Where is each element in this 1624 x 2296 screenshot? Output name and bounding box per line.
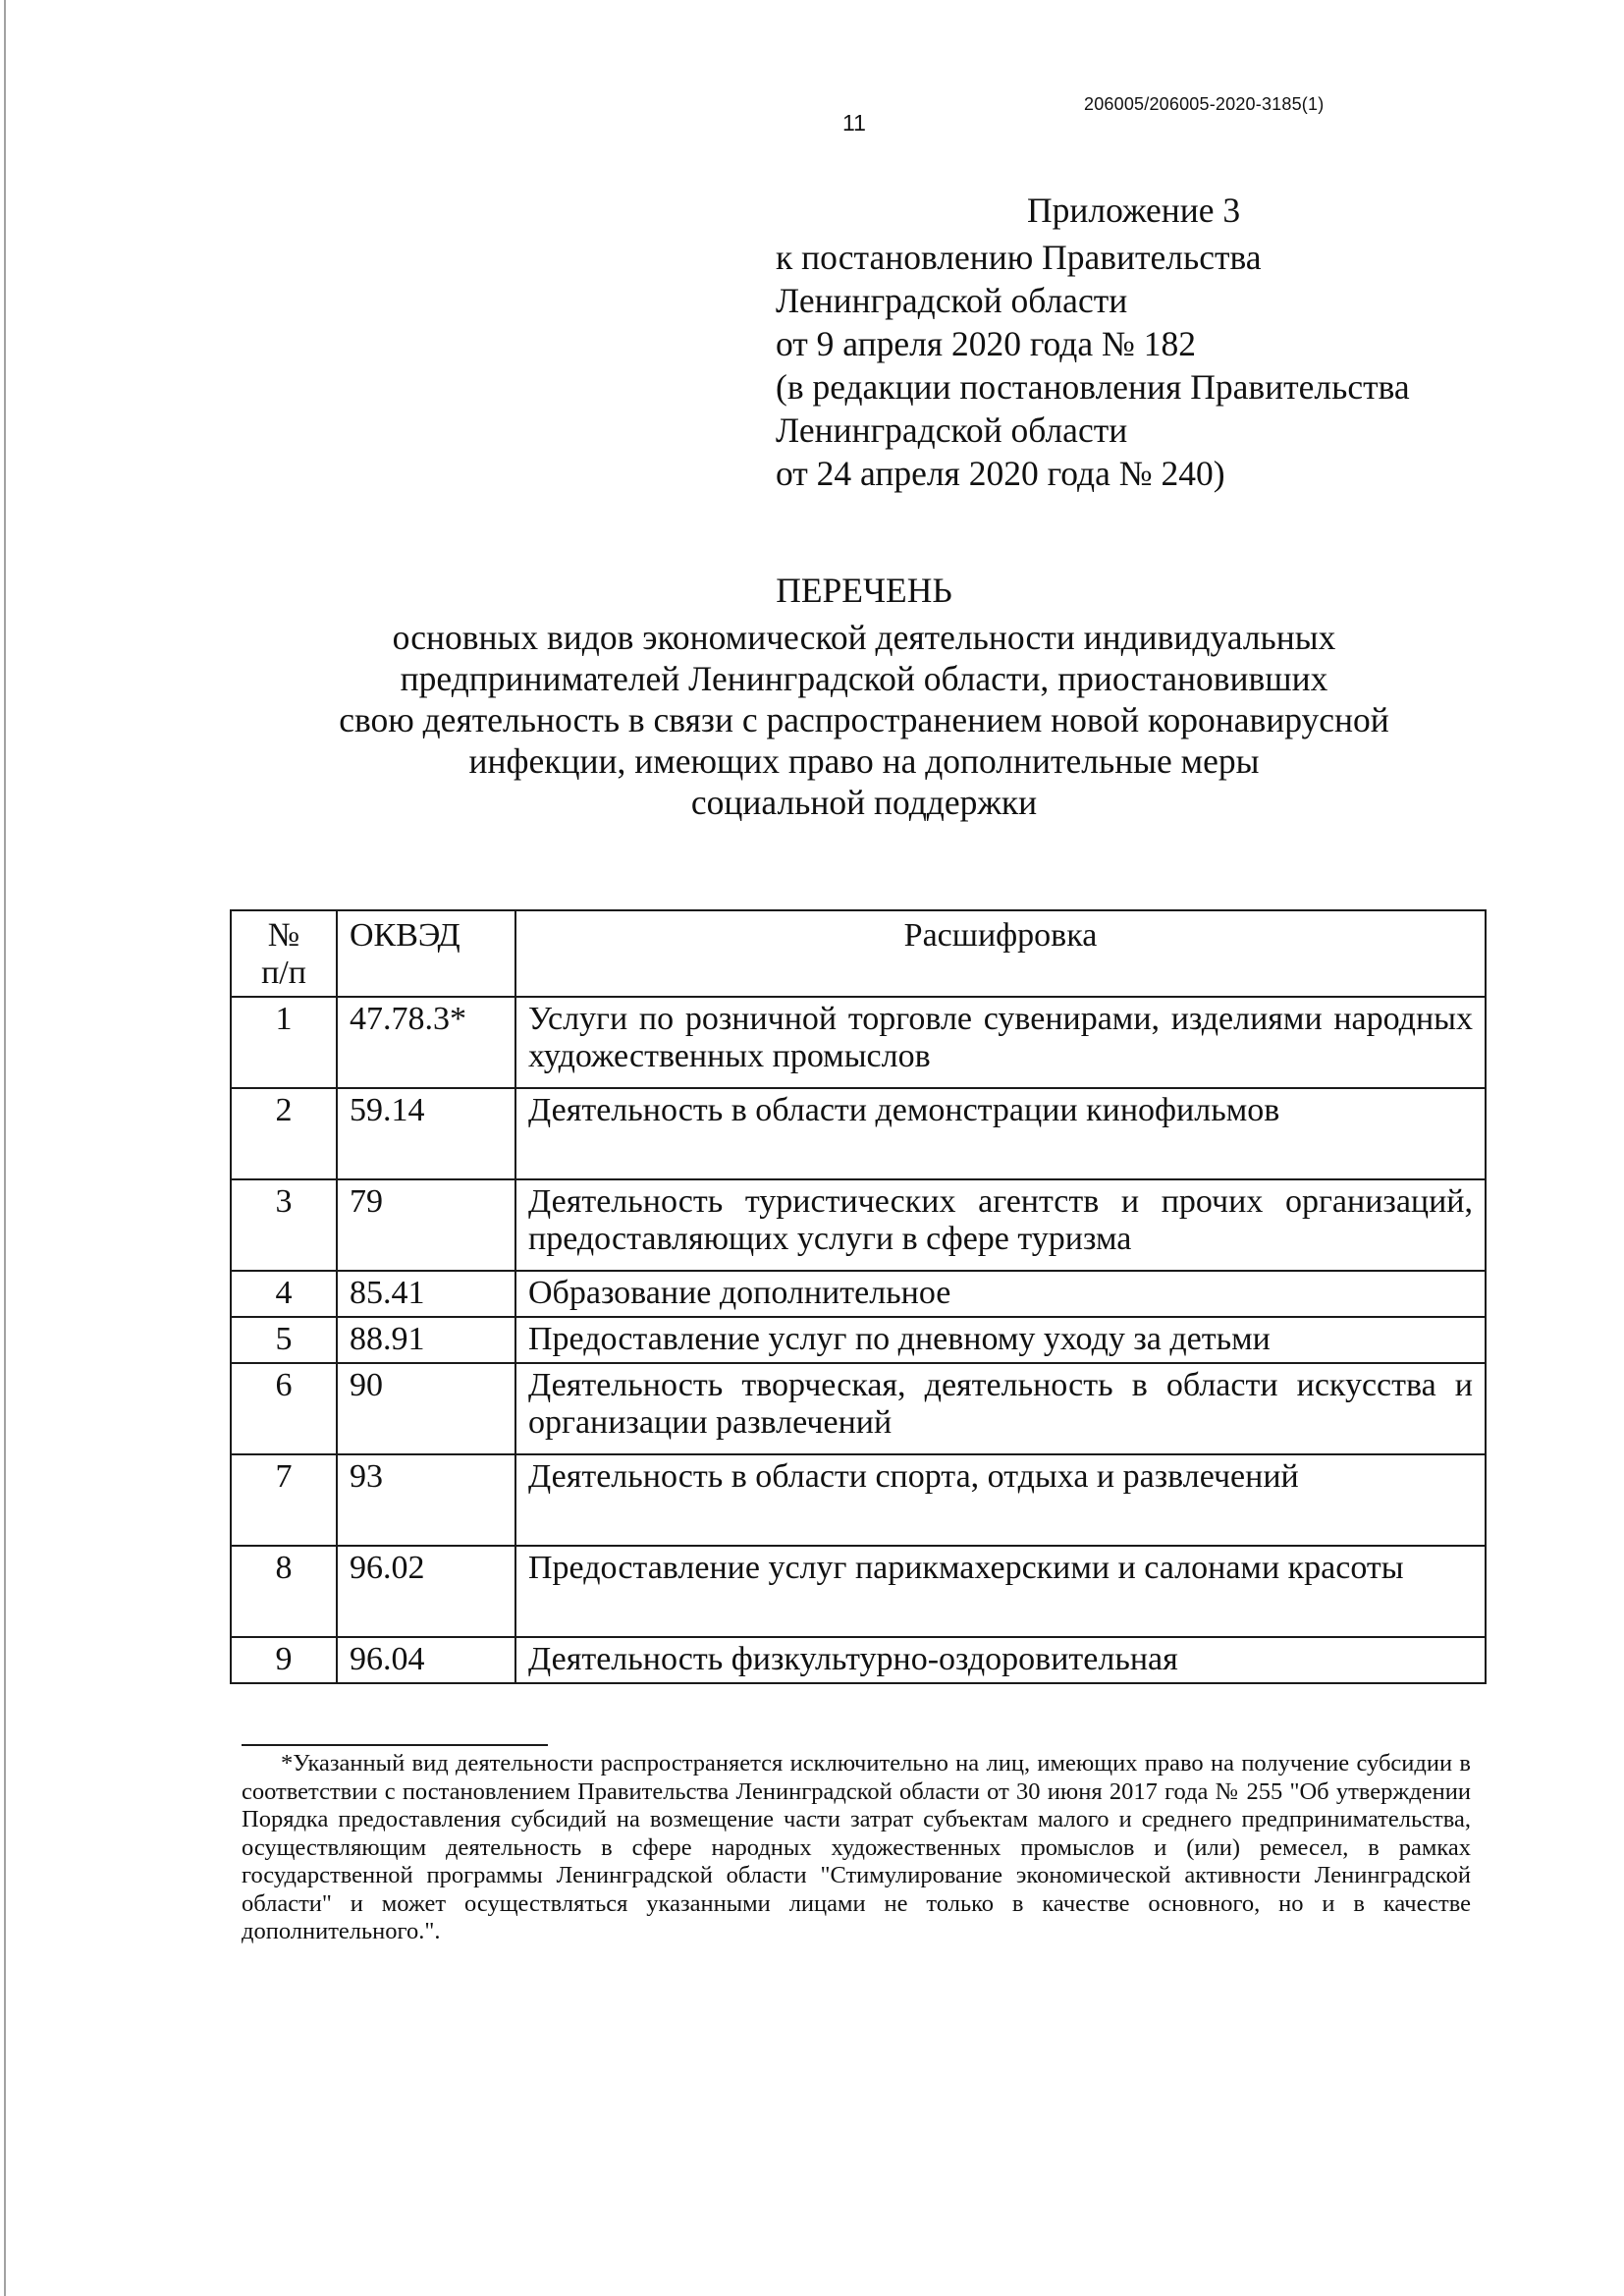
row-okved-code: 47.78.3* xyxy=(337,997,515,1088)
row-description: Деятельность в области спорта, отдыха и развлечений xyxy=(515,1454,1486,1546)
appendix-line: от 9 апреля 2020 года № 182 xyxy=(776,324,1196,363)
row-okved-code: 79 xyxy=(337,1179,515,1271)
list-subtitle-line: социальной поддержки xyxy=(690,783,1038,822)
table-row xyxy=(231,1088,1486,1179)
table-row xyxy=(231,997,1486,1088)
footnote-divider xyxy=(242,1744,548,1746)
row-description: Деятельность физкультурно-оздоровительная xyxy=(515,1637,1486,1683)
appendix-line: (в редакции постановления Правительства xyxy=(776,367,1410,407)
table-header-row xyxy=(231,910,1486,997)
row-description: Образование дополнительное xyxy=(515,1271,1486,1317)
appendix-block xyxy=(776,189,1502,495)
row-description: Деятельность в области демонстрации кинофильмов xyxy=(515,1088,1486,1179)
row-okved-code: 90 xyxy=(337,1363,515,1454)
table-row xyxy=(231,1271,1486,1317)
row-number: 6 xyxy=(231,1363,337,1454)
appendix-line: Ленинградской области xyxy=(776,281,1128,320)
row-description: Деятельность творческая, деятельность в области искусства и организации развлечений xyxy=(515,1363,1486,1454)
header-number xyxy=(231,910,337,997)
header-okved: ОКВЭД xyxy=(337,910,515,997)
row-okved-code: 85.41 xyxy=(337,1271,515,1317)
row-number: 5 xyxy=(231,1317,337,1363)
row-okved-code: 96.02 xyxy=(337,1546,515,1637)
row-okved-code: 93 xyxy=(337,1454,515,1546)
row-number: 1 xyxy=(231,997,337,1088)
list-subtitle-line: инфекции, имеющих право на дополнительные меры xyxy=(468,741,1260,781)
appendix-title: Приложение 3 xyxy=(1027,191,1241,230)
row-number: 3 xyxy=(231,1179,337,1271)
footnote-text: *Указанный вид деятельности распространяется исключительно на лиц, имеющих право на получение субсидии в соответствии с постановлением Правительства Ленинградской области от 30 июня 2017 года № 255 "Об утверждении Порядка предоставления субсидий на возмещение части затрат субъектам малого и среднего предпринимательства, осуществляющим деятельность в сфере народных художественных промыслов и (или) ремесел, в рамках государственной программы Ленинградской области "Стимулирование экономической активности Ленинградской области" и может осуществляться указанными лицами не только в качестве основного, но и в качестве дополнительного.". xyxy=(242,1750,1471,1944)
row-description: Предоставление услуг парикмахерскими и салонами красоты xyxy=(515,1546,1486,1637)
list-heading xyxy=(157,570,1571,823)
scan-edge-line xyxy=(4,0,6,2296)
row-number: 7 xyxy=(231,1454,337,1546)
row-number: 8 xyxy=(231,1546,337,1637)
header-number-symbol: № xyxy=(267,917,300,954)
table-row xyxy=(231,1179,1486,1271)
row-number: 9 xyxy=(231,1637,337,1683)
row-description: Предоставление услуг по дневному уходу за детьми xyxy=(515,1317,1486,1363)
list-subtitle-line: свою деятельность в связи с распространением новой коронавирусной xyxy=(339,700,1389,739)
document-code: 206005/206005-2020-3185(1) xyxy=(1084,94,1325,114)
header-description: Расшифровка xyxy=(515,910,1486,997)
list-subtitle-line: основных видов экономической деятельности индивидуальных xyxy=(392,618,1336,657)
table-row xyxy=(231,1317,1486,1363)
okved-table xyxy=(230,909,1487,1684)
list-subtitle-line: предпринимателей Ленинградской области, приостановивших xyxy=(400,659,1328,698)
table-row xyxy=(231,1363,1486,1454)
row-okved-code: 88.91 xyxy=(337,1317,515,1363)
row-description: Услуги по розничной торговле сувенирами, изделиями народных художественных промыслов xyxy=(515,997,1486,1088)
table-row xyxy=(231,1637,1486,1683)
table-row xyxy=(231,1546,1486,1637)
header-number-abbr: п/п xyxy=(261,955,306,991)
appendix-line: от 24 апреля 2020 года № 240) xyxy=(776,454,1225,493)
row-number: 4 xyxy=(231,1271,337,1317)
appendix-line: к постановлению Правительства xyxy=(776,238,1262,277)
appendix-line: Ленинградской области xyxy=(776,410,1128,450)
page-number: 11 xyxy=(842,110,866,136)
list-title: ПЕРЕЧЕНЬ xyxy=(776,571,952,610)
row-number: 2 xyxy=(231,1088,337,1179)
row-okved-code: 59.14 xyxy=(337,1088,515,1179)
table-row xyxy=(231,1454,1486,1546)
row-okved-code: 96.04 xyxy=(337,1637,515,1683)
row-description: Деятельность туристических агентств и прочих организаций, предоставляющих услуги в сфере туризма xyxy=(515,1179,1486,1271)
